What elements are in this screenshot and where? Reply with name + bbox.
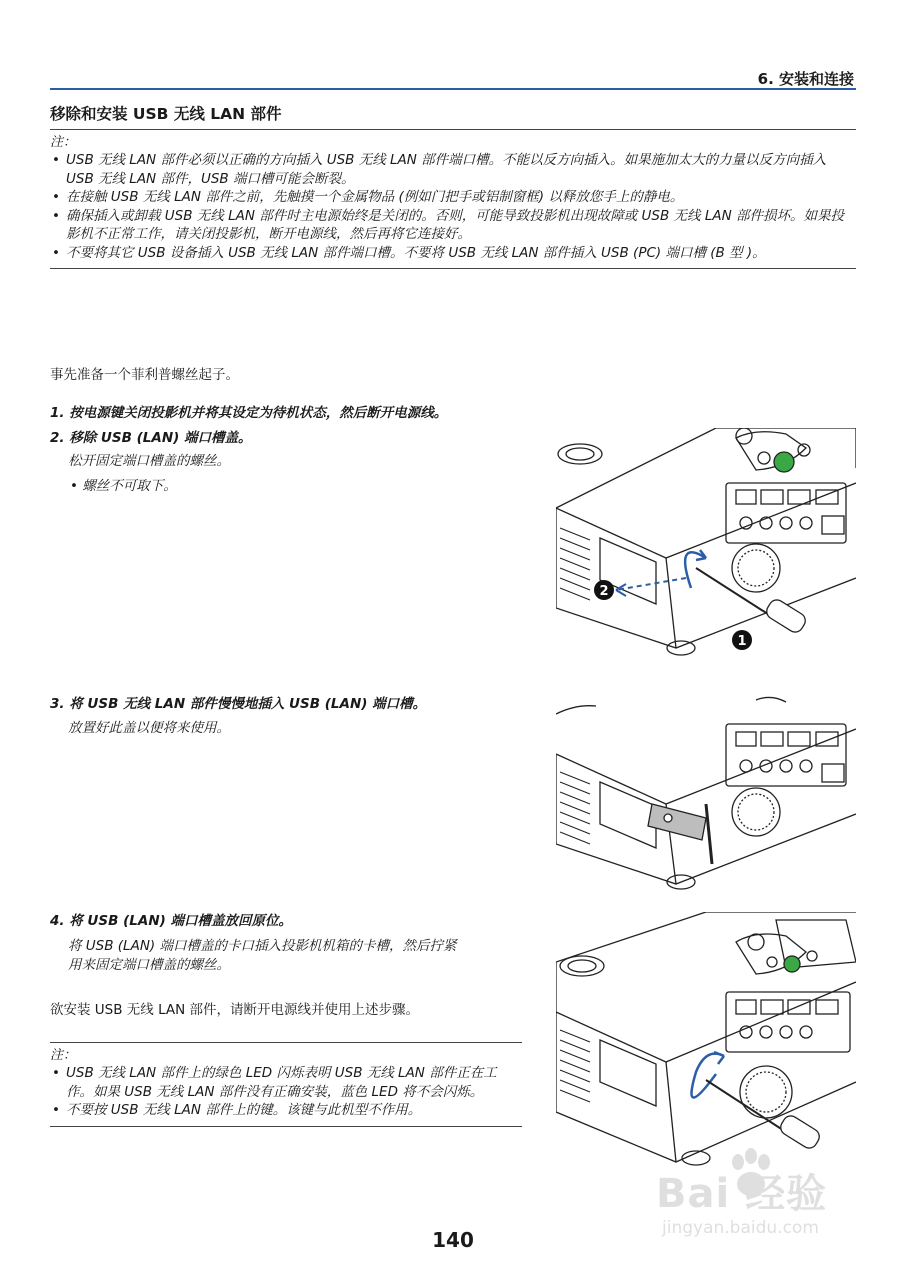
watermark-url: jingyan.baidu.com — [662, 1218, 819, 1238]
step-1-title: 1. 按电源键关闭投影机并将其设定为待机状态，然后断开电源线。 — [50, 405, 448, 421]
note-item: • 不要按 USB 无线 LAN 部件上的键。该键与此机型不作用。 — [50, 1101, 522, 1120]
intro-text: 事先准备一个菲利普螺丝起子。 — [50, 367, 239, 383]
note-box-bottom — [50, 1042, 522, 1127]
step-4-title: 4. 将 USB (LAN) 端口槽盖放回原位。 — [50, 913, 292, 929]
note-item: • USB 无线 LAN 部件上的绿色 LED 闪烁表明 USB 无线 LAN 部件正在工作。如果 USB 无线 LAN 部件没有正确安装，蓝色 LED 将不会闪烁。 — [50, 1064, 522, 1101]
note-label: 注： — [50, 135, 77, 150]
reinstall-text: 欲安装 USB 无线 LAN 部件，请断开电源线并使用上述步骤。 — [50, 1002, 420, 1018]
header-rule — [50, 88, 856, 90]
watermark-brand: Bai 经验 — [656, 1171, 828, 1217]
step-2-body: 松开固定端口槽盖的螺丝。 — [68, 453, 230, 469]
note-item: • USB 无线 LAN 部件必须以正确的方向插入 USB 无线 LAN 部件端口槽。不能以反方向插入。如果施加太大的力量以反方向插入 USB 无线 LAN 部件，USB 端口槽可能会断裂。 — [50, 151, 856, 188]
note-item: • 确保插入或卸载 USB 无线 LAN 部件时主电源始终是关闭的。否则，可能导致投影机出现故障或 USB 无线 LAN 部件损坏。如果投影机不正常工作，请关闭投影机，断开电源线，然后再将它连接好。 — [50, 207, 856, 244]
chapter-title: 6. 安装和连接 — [757, 70, 854, 88]
figure-replace-cover — [556, 912, 856, 1172]
callout-1: 1 — [737, 634, 747, 649]
note-label: 注： — [50, 1048, 77, 1063]
section-title: 移除和安装 USB 无线 LAN 部件 — [50, 105, 282, 123]
note-list — [50, 151, 856, 262]
figure-remove-cover — [556, 428, 856, 664]
step-2-title: 2. 移除 USB (LAN) 端口槽盖。 — [50, 430, 252, 446]
step-4-body-line1: 将 USB (LAN) 端口槽盖的卡口插入投影机机箱的卡槽，然后拧紧 — [68, 938, 457, 954]
note-list — [50, 1064, 522, 1120]
note-item: • 不要将其它 USB 设备插入 USB 无线 LAN 部件端口槽。不要将 USB 无线 LAN 部件插入 USB (PC) 端口槽 (B 型 )。 — [50, 244, 856, 263]
step-3-body: 放置好此盖以便将来使用。 — [68, 720, 230, 736]
figure-insert-unit — [556, 694, 856, 894]
note-box-top — [50, 129, 856, 269]
note-item: • 在接触 USB 无线 LAN 部件之前，先触摸一个金属物品 (例如门把手或铝制窗框) 以释放您手上的静电。 — [50, 188, 856, 207]
page-number: 140 — [432, 1228, 474, 1252]
step-2-bullet: • 螺丝不可取下。 — [70, 478, 177, 494]
callout-2: 2 — [599, 584, 609, 599]
step-3-title: 3. 将 USB 无线 LAN 部件慢慢地插入 USB (LAN) 端口槽。 — [50, 696, 427, 712]
step-4-body-line2: 用来固定端口槽盖的螺丝。 — [68, 957, 230, 973]
